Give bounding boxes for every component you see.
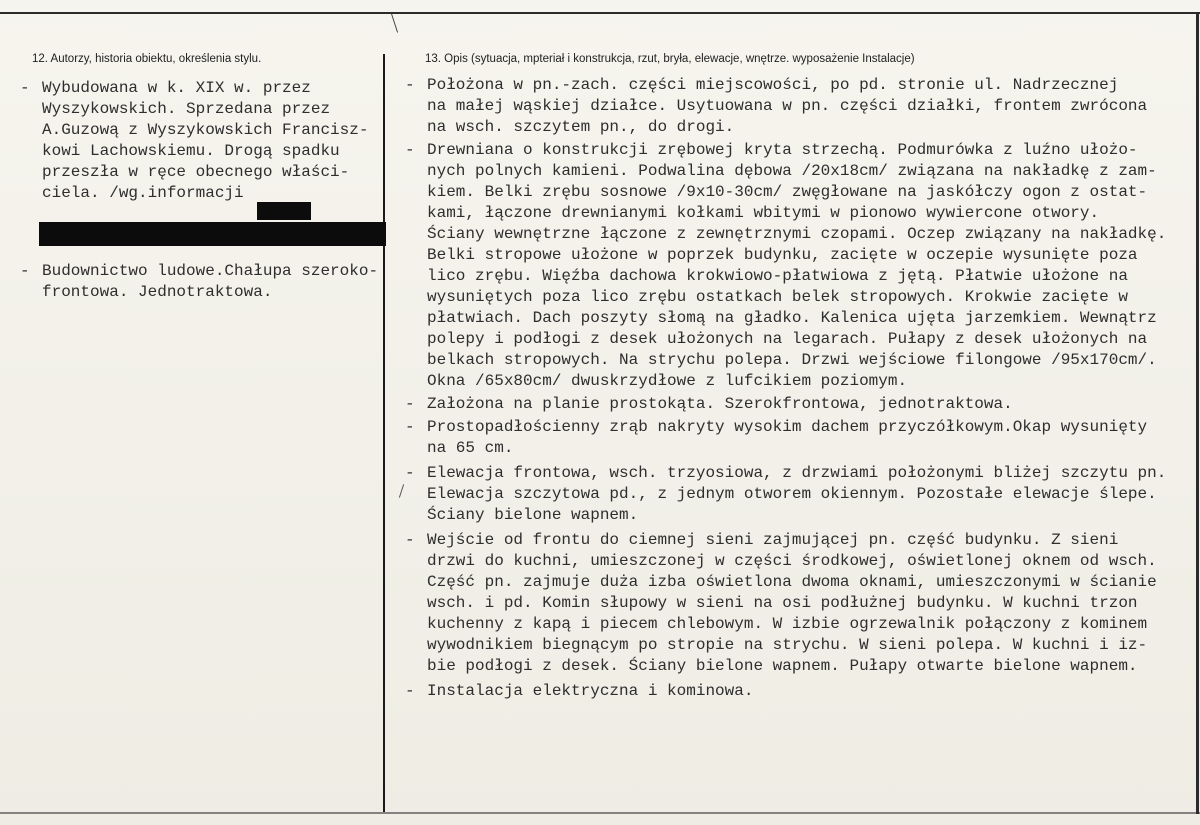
text-line: płatwiach. Dach poszyty słomą na gładko. Kalenica ujęta jarzemkiem. Wewnątrz [427,309,1157,327]
form-right-border [1196,12,1199,814]
text-line: wsch. i pd. Komin słupowy w sieni na osi podłużnej budynku. W kuchni trzon [427,594,1138,612]
text-line: Ściany bielone wapnem. [427,506,639,524]
text-line: Budownictwo ludowe.Chałupa szeroko- [42,262,379,280]
pen-mark [399,484,404,498]
location-entry [405,75,1195,138]
text-line: Prostopadłościenny zrąb nakryty wysokim dachem przyczółkowym.Okap wysunięty [427,418,1148,436]
text-line: Belki stropowe ułożone w poprzek budynku, zacięte w oczepie wysunięte poza [427,246,1138,264]
bullet-dash: - [405,76,415,94]
text-line: Wejście od frontu do ciemnej sieni zajmującej pn. część budynku. Z sieni [427,531,1119,549]
elevations-entry [405,463,1195,526]
text-line: Elewacja frontowa, wsch. trzyosiowa, z drzwiami położonymi bliżej szczytu pn. [427,464,1167,482]
text-line: Wybudowana w k. XIX w. przez [42,79,311,97]
construction-entry [405,140,1195,392]
bullet-dash: - [405,531,415,549]
text-line: nych polnych kamieni. Podwalina dębowa /20x18cm/ związana na nakładkę z zam- [427,162,1157,180]
text-line: Ściany wewnętrzne łączone z zewnętrznymi czopami. Oczep związany na nakładkę. [427,225,1167,243]
text-line: ciela. /wg.informacji [42,184,244,202]
interior-entry [405,530,1195,677]
bullet-dash: - [405,464,415,482]
text-line: Elewacja szczytowa pd., z jednym otworem okiennym. Pozostałe elewacje ślepe. [427,485,1157,503]
installations-entry [405,681,1195,702]
text-line: wywodnikiem biegnącym po stropie na strychu. W sieni polepa. W kuchni i iz- [427,636,1148,654]
section-13-heading: 13. Opis (sytuacja, mpteriał i konstrukcja, rzut, bryła, elewacje, wnętrze. wyposażenie Instalacje) [425,53,915,65]
text-line: belkach stropowych. Na strychu polepa. Drzwi wejściowe filongowe /95x170cm/. [427,351,1157,369]
text-line: kowi Lachowskiemu. Drogą spadku [42,142,340,160]
text-line: Okna /65x80cm/ dwuskrzydłowe z lufcikiem poziomym. [427,372,908,390]
text-line: Drewniana o konstrukcji zrębowej kryta strzechą. Podmurówka z luźno ułożo- [427,141,1138,159]
text-line: przeszła w ręce obecnego właści- [42,163,350,181]
form-top-border [0,12,1200,14]
text-line: lico zrębu. Więźba dachowa krokwiowo-płatwiowa z jętą. Płatwie ułożone na [427,267,1128,285]
redaction-bar [257,202,311,220]
bullet-dash: - [405,682,415,700]
description-column [405,75,1195,702]
text-line: Wyszykowskich. Sprzedana przez [42,100,331,118]
column-divider [383,54,385,812]
text-line: Instalacja elektryczna i kominowa. [427,682,754,700]
text-line: na wsch. szczytem pn., do drogi. [427,118,735,136]
text-line: Założona na planie prostokąta. Szerokfrontowa, jednotraktowa. [427,395,1013,413]
section-12-heading: 12. Autorzy, historia obiektu, określenia stylu. [32,53,262,65]
text-line: bie podłogi z desek. Ściany bielone wapnem. Pułapy otwarte bielone wapnem. [427,657,1138,675]
bullet-dash: - [405,141,415,159]
text-line: kami, łączone drewnianymi kołkami wbitymi w pionowo wywiercone otwory. [427,204,1100,222]
text-line: frontowa. Jednotraktowa. [42,283,273,301]
bullet-dash: - [405,418,415,436]
text-line: na 65 cm. [427,439,514,457]
style-entry [20,261,380,303]
pen-mark [391,13,398,32]
bullet-dash: - [20,79,30,97]
plan-entry [405,394,1195,415]
text-line: na małej wąskiej działce. Usytuowana w pn. części działki, frontem zwrócona [427,97,1148,115]
bullet-dash: - [20,262,30,280]
text-line: wysuniętych poza lico zrębu ostatkach belek stropowych. Krokwie zacięte w [427,288,1128,306]
text-line: polepy i podłogi z desek ułożonych na legarach. Pułapy z desek ułożonych na [427,330,1148,348]
form-entry [405,417,1195,459]
history-entry [20,78,380,204]
redaction-bar [39,222,386,246]
text-line: Część pn. zajmuje duża izba oświetlona dwoma oknami, umieszczonymi w ścianie [427,573,1157,591]
history-column [20,78,380,303]
text-line: kuchenny z kapą i piecem chlebowym. W izbie ogrzewalnik połączony z kominem [427,615,1148,633]
bullet-dash: - [405,395,415,413]
text-line: kiem. Belki zrębu sosnowe /9x10-30cm/ zwęgłowane na jaskółczy ogon z ostat- [427,183,1148,201]
text-line: drzwi do kuchni, umieszczonej w części środkowej, oświetlonej oknem od wsch. [427,552,1157,570]
form-bottom-border [0,812,1200,814]
text-line: Położona w pn.-zach. części miejscowości, po pd. stronie ul. Nadrzecznej [427,76,1119,94]
text-line: A.Guzową z Wyszykowskich Francisz- [42,121,369,139]
